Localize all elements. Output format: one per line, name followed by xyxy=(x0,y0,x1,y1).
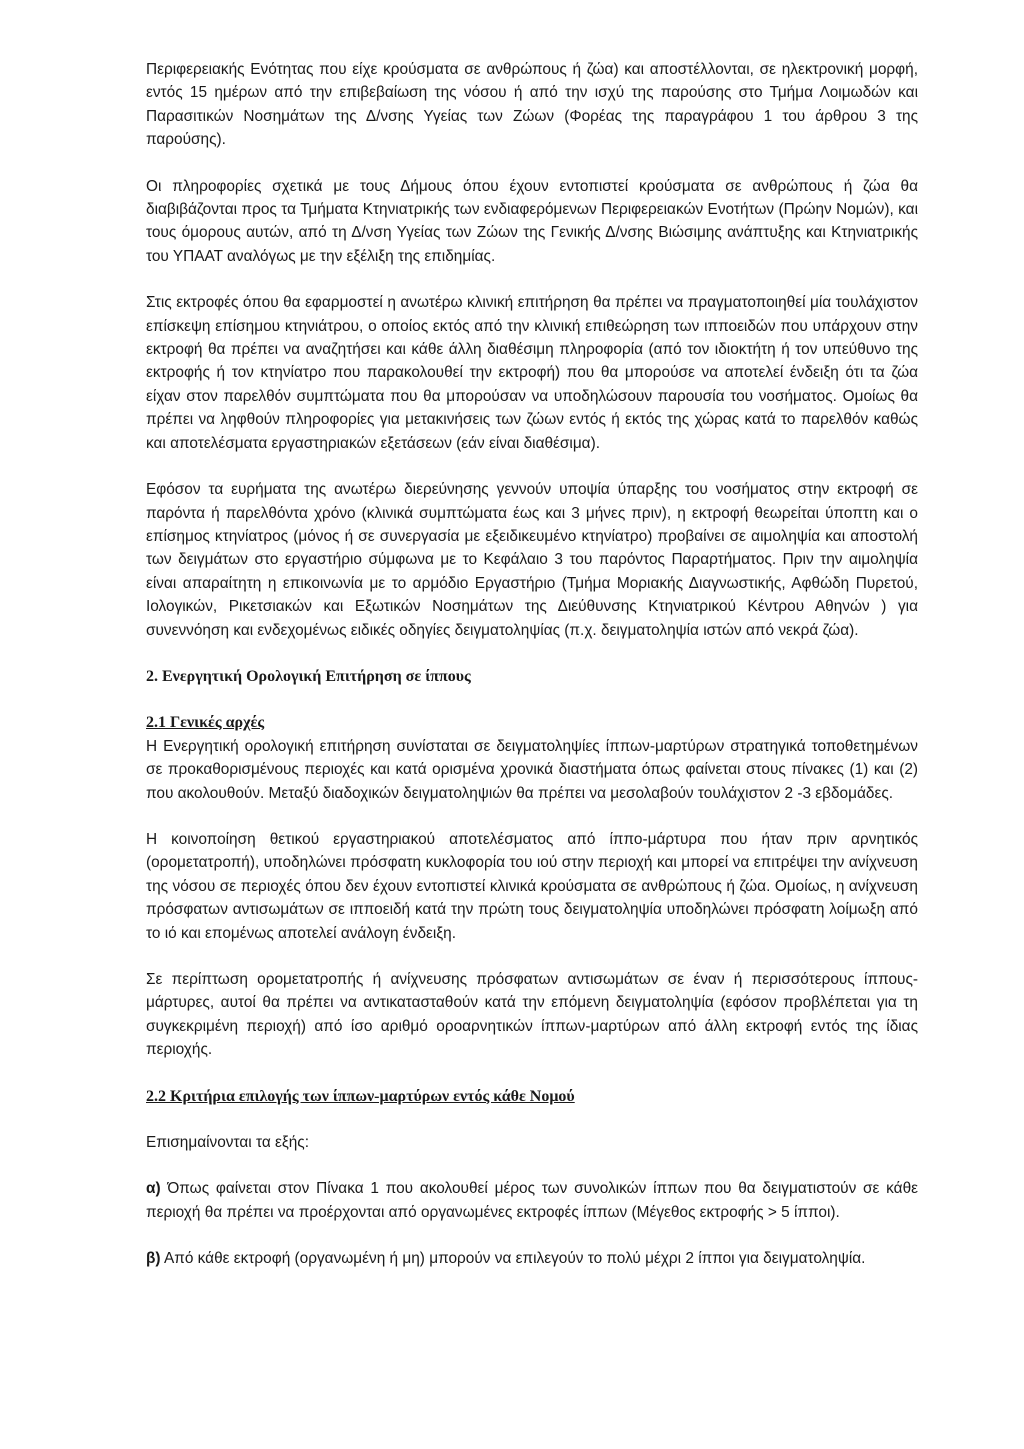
subsection-heading-2-1: 2.1 Γενικές αρχές xyxy=(146,714,265,732)
paragraph-7: Σε περίπτωση ορομετατροπής ή ανίχνευσης πρόσφατων αντισωμάτων σε έναν ή περισσότερους ίππους-μάρτυρες, αυτοί θα πρέπει να αντικατασταθούν κατά την επόμενη δειγματοληψία (εφόσον προβλέπεται για τη συγκεκριμένη περιοχή) από ίσο αριθμό οροαρνητικών ίππων-μαρτύρων από άλλη εκτροφή εντός της ίδιας περιοχής. xyxy=(146,971,918,1059)
paragraph-6: Η κοινοποίηση θετικού εργαστηριακού αποτελέσματος από ίππο-μάρτυρα που ήταν πριν αρνητικός (ορομετατροπή), υποδηλώνει πρόσφατη κυκλοφορία του ιού στην περιοχή και μπορεί να επιτρέψει την ανίχνευση της νόσου σε περιοχές όπου δεν έχουν εντοπιστεί κλινικά κρούσματα σε ανθρώπους ή ζώα. Ομοίως, η ανίχνευση πρόσφατων αντισωμάτων σε ιπποειδή κατά την πρώτη τους δειγματοληψία υποδηλώνει πρόσφατη λοίμωξη από το ιό και επομένως αποτελεί ανάλογη ένδειξη. xyxy=(146,830,918,942)
section-heading-2: 2. Ενεργητική Ορολογική Επιτήρηση σε ίππους xyxy=(146,667,471,685)
item-text-b: Από κάθε εκτροφή (οργανωμένη ή μη) μπορούν να επιλεγούν το πολύ μέχρι 2 ίπποι για δειγματοληψία. xyxy=(160,1250,866,1268)
paragraph-1: Περιφερειακής Ενότητας που είχε κρούσματα σε ανθρώπους ή ζώα) και αποστέλλονται, σε ηλεκτρονική μορφή, εντός 15 ημέρων από την επιβεβαίωση της νόσου ή από την ισχύ της παρούσης στο Τμήμα Λοιμωδών και Παρασιτικών Νοσημάτων της Δ/νσης Υγείας των Ζώων (Φορέας της παραγράφου 1 του άρθρου 3 της παρούσης). xyxy=(146,61,918,149)
paragraph-4: Εφόσον τα ευρήματα της ανωτέρω διερεύνησης γεννούν υποψία ύπαρξης του νοσήματος στην εκτροφή σε παρόντα ή παρελθόντα χρόνο (κλινικά συμπτώματα έως και 3 μήνες πριν), η εκτροφή θεωρείται ύποπτη και ο επίσημος κτηνίατρος (μόνος ή σε συνεργασία με εξειδικευμένο κτηνίατρο) προβαίνει σε αιμοληψία και αποστολή των δειγμάτων στο εργαστήριο σύμφωνα με το Κεφάλαιο 3 του παρόντος Παραρτήματος. Πριν την αιμοληψία είναι απαραίτητη η επικοινωνία με το αρμόδιο Εργαστήριο (Τμήμα Μοριακής Διαγνωστικής, Αφθώδη Πυρετού, Ιολογικών, Ρικετσιακών και Εξωτικών Νοσημάτων της Διεύθυνσης Κτηνιατρικού Κέντρου Αθηνών ) για συνεννόηση και ενδεχομένως ειδικές οδηγίες δειγματοληψίας (π.χ. δειγματοληψία ιστών από νεκρά ζώα). xyxy=(146,481,918,639)
paragraph-10 xyxy=(146,1247,918,1270)
item-label-a: α) xyxy=(146,1180,161,1198)
item-text-a: Όπως φαίνεται στον Πίνακα 1 που ακολουθεί μέρος των συνολικών ίππων που θα δειγματιστούν σε κάθε περιοχή θα πρέπει να προέρχονται από οργανωμένες εκτροφές ίππων (Μέγεθος εκτροφής > 5 ίπποι). xyxy=(146,1180,918,1221)
subsection-heading-2-2: 2.2 Κριτήρια επιλογής των ίππων-μαρτύρων εντός κάθε Νομού xyxy=(146,1087,575,1105)
document-page xyxy=(146,58,918,1294)
paragraph-2: Οι πληροφορίες σχετικά με τους Δήμους όπου έχουν εντοπιστεί κρούσματα σε ανθρώπους ή ζώα θα διαβιβάζονται προς τα Τμήματα Κτηνιατρικής των ενδιαφερόμενων Περιφερειακών Ενοτήτων (Πρώην Νομών), και τους όμορους αυτών, από τη Δ/νση Υγείας των Ζώων της Γενικής Δ/νσης Βιώσιμης ανάπτυξης και Κτηνιατρικής του ΥΠΑΑΤ αναλόγως με την εξέλιξη της επιδημίας. xyxy=(146,177,918,265)
paragraph-3: Στις εκτροφές όπου θα εφαρμοστεί η ανωτέρω κλινική επιτήρηση θα πρέπει να πραγματοποιηθεί μία τουλάχιστον επίσκεψη επίσημου κτηνιάτρου, ο οποίος εκτός από την κλινική επιθεώρηση των ιπποειδών που υπάρχουν στην εκτροφή θα πρέπει να αναζητήσει και κάθε άλλη διαθέσιμη πληροφορία (από τον ιδιοκτήτη ή τον υπεύθυνο της εκτροφής ή τον κτηνίατρο που παρακολουθεί την εκτροφή) που θα μπορούσε να αποτελεί ένδειξη ότι τα ζώα είχαν στον παρελθόν συμπτώματα που θα μπορούσαν να υποδηλώσουν παρουσία του νοσήματος. Ομοίως θα πρέπει να ληφθούν πληροφορίες για μετακινήσεις των ζώων εντός ή εκτός της χώρας κατά το παρελθόν καθώς και αποτελέσματα εργαστηριακών εξετάσεων (εάν είναι διαθέσιμα). xyxy=(146,294,918,452)
paragraph-8: Επισημαίνονται τα εξής: xyxy=(146,1134,309,1152)
item-label-b: β) xyxy=(146,1250,161,1268)
section-2-1 xyxy=(146,711,918,805)
paragraph-5: Η Ενεργητική ορολογική επιτήρηση συνίσταται σε δειγματοληψίες ίππων-μαρτύρων στρατηγικά τοποθετημένων σε προκαθορισμένους περιοχές και κατά ορισμένα χρονικά διαστήματα όπως φαίνεται στους πίνακες (1) και (2) που ακολουθούν. Μεταξύ διαδοχικών δειγματοληψιών θα πρέπει να μεσολαβούν τουλάχιστον 2 -3 εβδομάδες. xyxy=(146,737,918,802)
paragraph-9 xyxy=(146,1177,918,1224)
